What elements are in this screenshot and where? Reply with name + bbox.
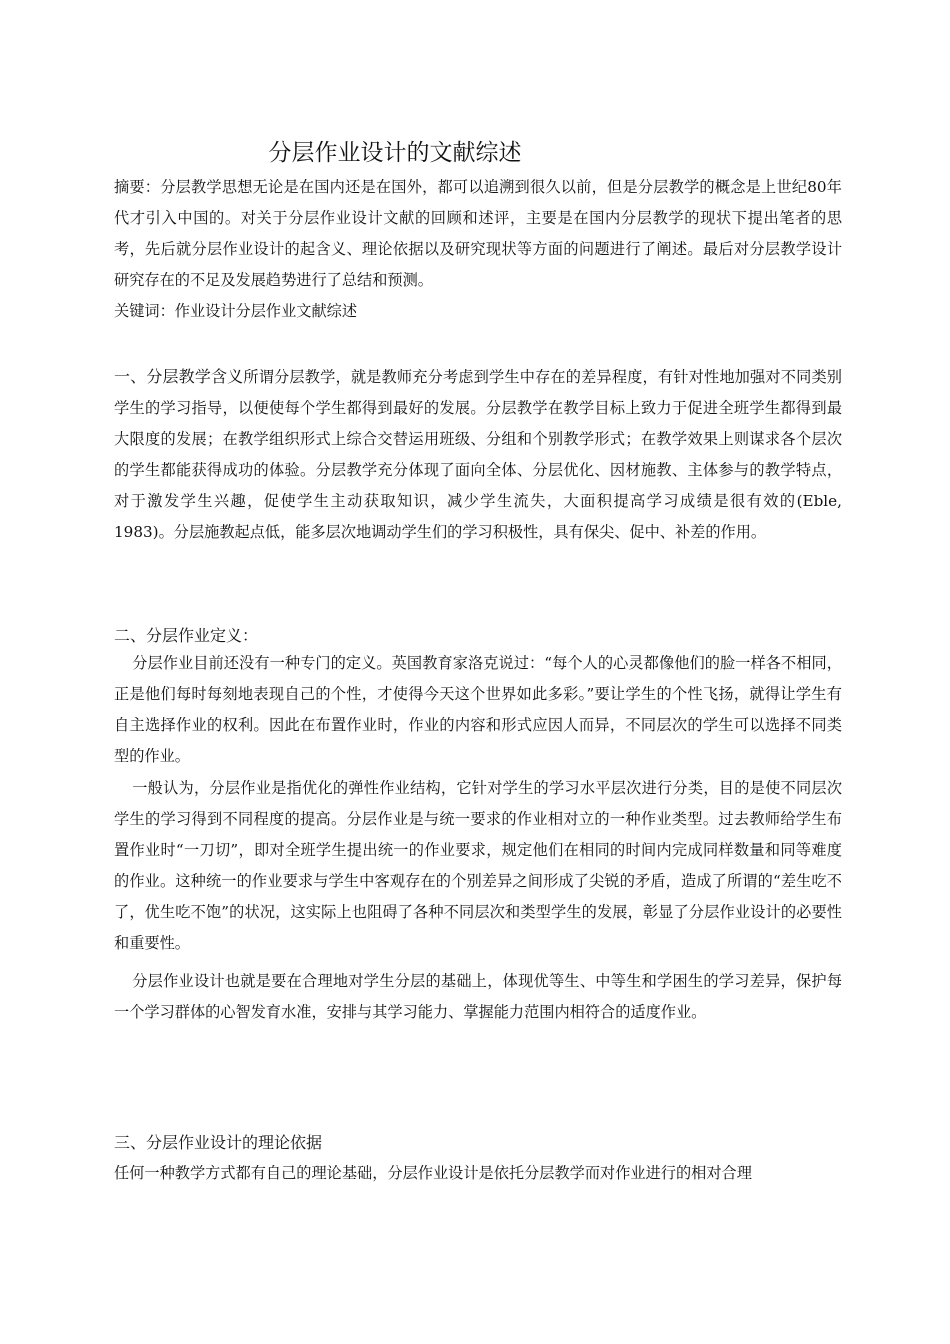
- document-title: 分层作业设计的文献综述: [268, 140, 522, 166]
- abstract-paragraph: 摘要：分层教学思想无论是在国内还是在国外，都可以追溯到很久以前，但是分层教学的概念是上世纪80年代才引入中国的。对关于分层作业设计文献的回顾和述评，主要是在国内分层教学的现状下提出笔者的思考，先后就分层作业设计的起含义、理论依据以及研究现状等方面的问题进行了阐述。最后对分层教学设计研究存在的不足及发展趋势进行了总结和预测。: [114, 178, 842, 289]
- section-1-paragraph: [114, 361, 842, 548]
- section-1-heading: 一、分层教学含义: [114, 367, 244, 386]
- section-2-paragraph-1: 分层作业目前还没有一种专门的定义。英国教育家洛克说过：“每个人的心灵都像他们的脸一样各不相同，正是他们每时每刻地表现自己的个性，才使得今天这个世界如此多彩。”要让学生的个性飞扬，就得让学生有自主选择作业的权利。因此在布置作业时，作业的内容和形式应因人而异，不同层次的学生可以选择不同类型的作业。: [114, 654, 842, 765]
- section-3-paragraph-1: 任何一种教学方式都有自己的理论基础，分层作业设计是依托分层教学而对作业进行的相对合理: [114, 1164, 752, 1182]
- keywords-line: 关键词：作业设计分层作业文献综述: [114, 302, 357, 320]
- section-3-heading: 三、分层作业设计的理论依据: [114, 1133, 323, 1152]
- section-2-heading: 二、分层作业定义：: [114, 626, 259, 645]
- section-1-body: 所谓分层教学，就是教师充分考虑到学生中存在的差异程度，有针对性地加强对不同类别学生的学习指导，以便使每个学生都得到最好的发展。分层教学在教学目标上致力于促进全班学生都得到最大限度的发展；在教学组织形式上综合交替运用班级、分组和个别教学形式；在教学效果上则谋求各个层次的学生都能获得成功的体验。分层教学充分体现了面向全体、分层优化、因材施教、主体参与的教学特点，对于激发学生兴趣，促使学生主动获取知识，减少学生流失，大面积提高学习成绩是很有效的(Eble, 1983)。分层施教起点低，能多层次地调动学生们的学习积极性，具有保尖、促中、补差的作用。: [114, 368, 842, 541]
- section-2-paragraph-3: 分层作业设计也就是要在合理地对学生分层的基础上，体现优等生、中等生和学困生的学习差异，保护每一个学习群体的心智发育水准，安排与其学习能力、掌握能力范围内相符合的适度作业。: [114, 972, 842, 1021]
- section-2-paragraph-2: 一般认为，分层作业是指优化的弹性作业结构，它针对学生的学习水平层次进行分类，目的是使不同层次学生的学习得到不同程度的提高。分层作业是与统一要求的作业相对立的一种作业类型。过去教师给学生布置作业时“一刀切”，即对全班学生提出统一的作业要求，规定他们在相同的时间内完成同样数量和同等难度的作业。这种统一的作业要求与学生中客观存在的个别差异之间形成了尖锐的矛盾，造成了所谓的“差生吃不了，优生吃不饱”的状况，这实际上也阻碍了各种不同层次和类型学生的发展，彰显了分层作业设计的必要性和重要性。: [114, 779, 842, 952]
